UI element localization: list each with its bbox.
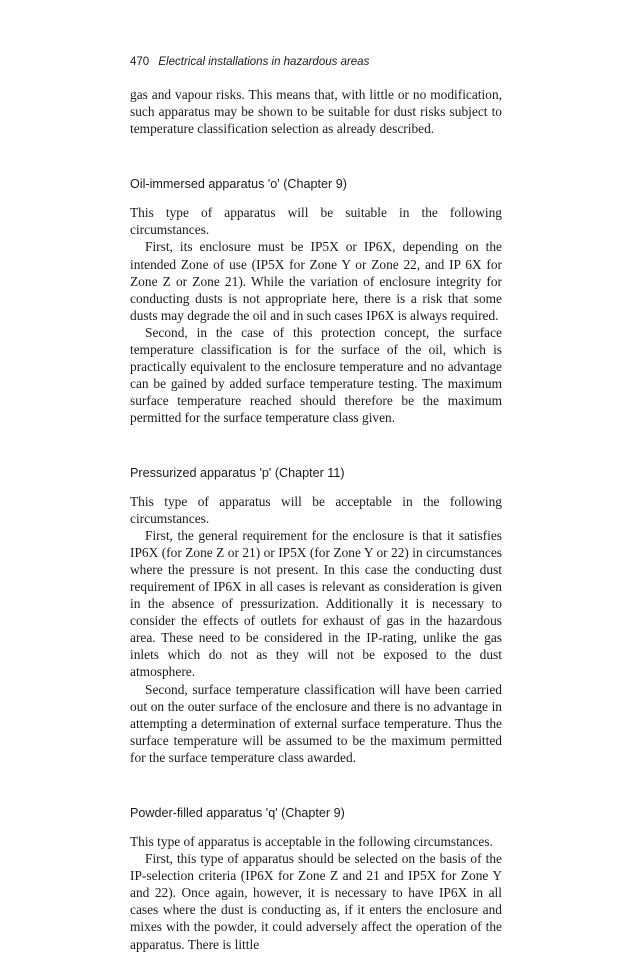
paragraph: Second, surface temperature classification will have been carried out on the outer surface of the enclosure and there is no advantage in attempting a determination of external surface temperature. Thus the surface temperature will be assumed to be the maximum permitted for the surface temperature class awarded. (130, 681, 502, 765)
paragraph: First, the general requirement for the enclosure is that it satisfies IP6X (for Zone Z or 21) or IP5X (for Zone Y or 22) in circumstances where the pressure is not present. In this case the conducting dust requirement of IP6X in all cases is relevant as consideration is given in the absence of pressurization. Additionally it is necessary to consider the effects of outlets for exhaust of gas in the hazardous area. These need to be considered in the IP-rating, unlike the gas inlets which do not as they will not be exposed to the dust atmosphere. (130, 527, 502, 680)
paragraph: Second, in the case of this protection concept, the surface temperature classification is for the surface of the oil, which is practically equivalent to the enclosure temperature and no advantage can be gained by added surface temperature testing. The maximum surface temperature reached should therefore be the maximum permitted for the surface temperature class given. (130, 324, 502, 426)
body-text (130, 86, 502, 953)
paragraph: This type of apparatus will be suitable in the following circumstances. (130, 205, 502, 238)
section-powder-filled (130, 805, 502, 953)
section-heading: Pressurized apparatus 'p' (Chapter 11) (130, 465, 345, 480)
running-header (130, 56, 369, 68)
paragraph: First, its enclosure must be IP5X or IP6X, depending on the intended Zone of use (IP5X for Zone Y or Zone 22, and IP 6X for Zone Z or Zone 21). While the variation of enclosure integrity for conducting dusts is not appropriate here, there is a risk that some dusts may degrade the oil and in such cases IP6X is always required. (130, 239, 502, 323)
section-pressurized (130, 465, 502, 767)
page-number: 470 (130, 56, 150, 68)
continued-paragraph: gas and vapour risks. This means that, with little or no modification, such apparatus may be shown to be suitable for dust risks subject to temperature classification selection as already described. (130, 87, 502, 137)
section-heading: Powder-filled apparatus 'q' (Chapter 9) (130, 806, 345, 820)
section-heading: Oil-immersed apparatus 'o' (Chapter 9) (130, 177, 347, 192)
book-title: Electrical installations in hazardous areas (158, 56, 370, 68)
paragraph: This type of apparatus is acceptable in the following circumstances. (130, 834, 493, 849)
paragraph: First, this type of apparatus should be selected on the basis of the IP-selection criteria (IP6X for Zone Z and 21 and IP5X for Zone Y and 22). Once again, however, it is necessary to have IP6X in all cases where the dust is conducting as, if it enters the enclosure and mixes with the powder, it could adversely affect the operation of the apparatus. There is little (130, 851, 502, 952)
paragraph: This type of apparatus will be acceptable in the following circumstances. (130, 493, 502, 526)
section-oil-immersed (130, 176, 502, 426)
